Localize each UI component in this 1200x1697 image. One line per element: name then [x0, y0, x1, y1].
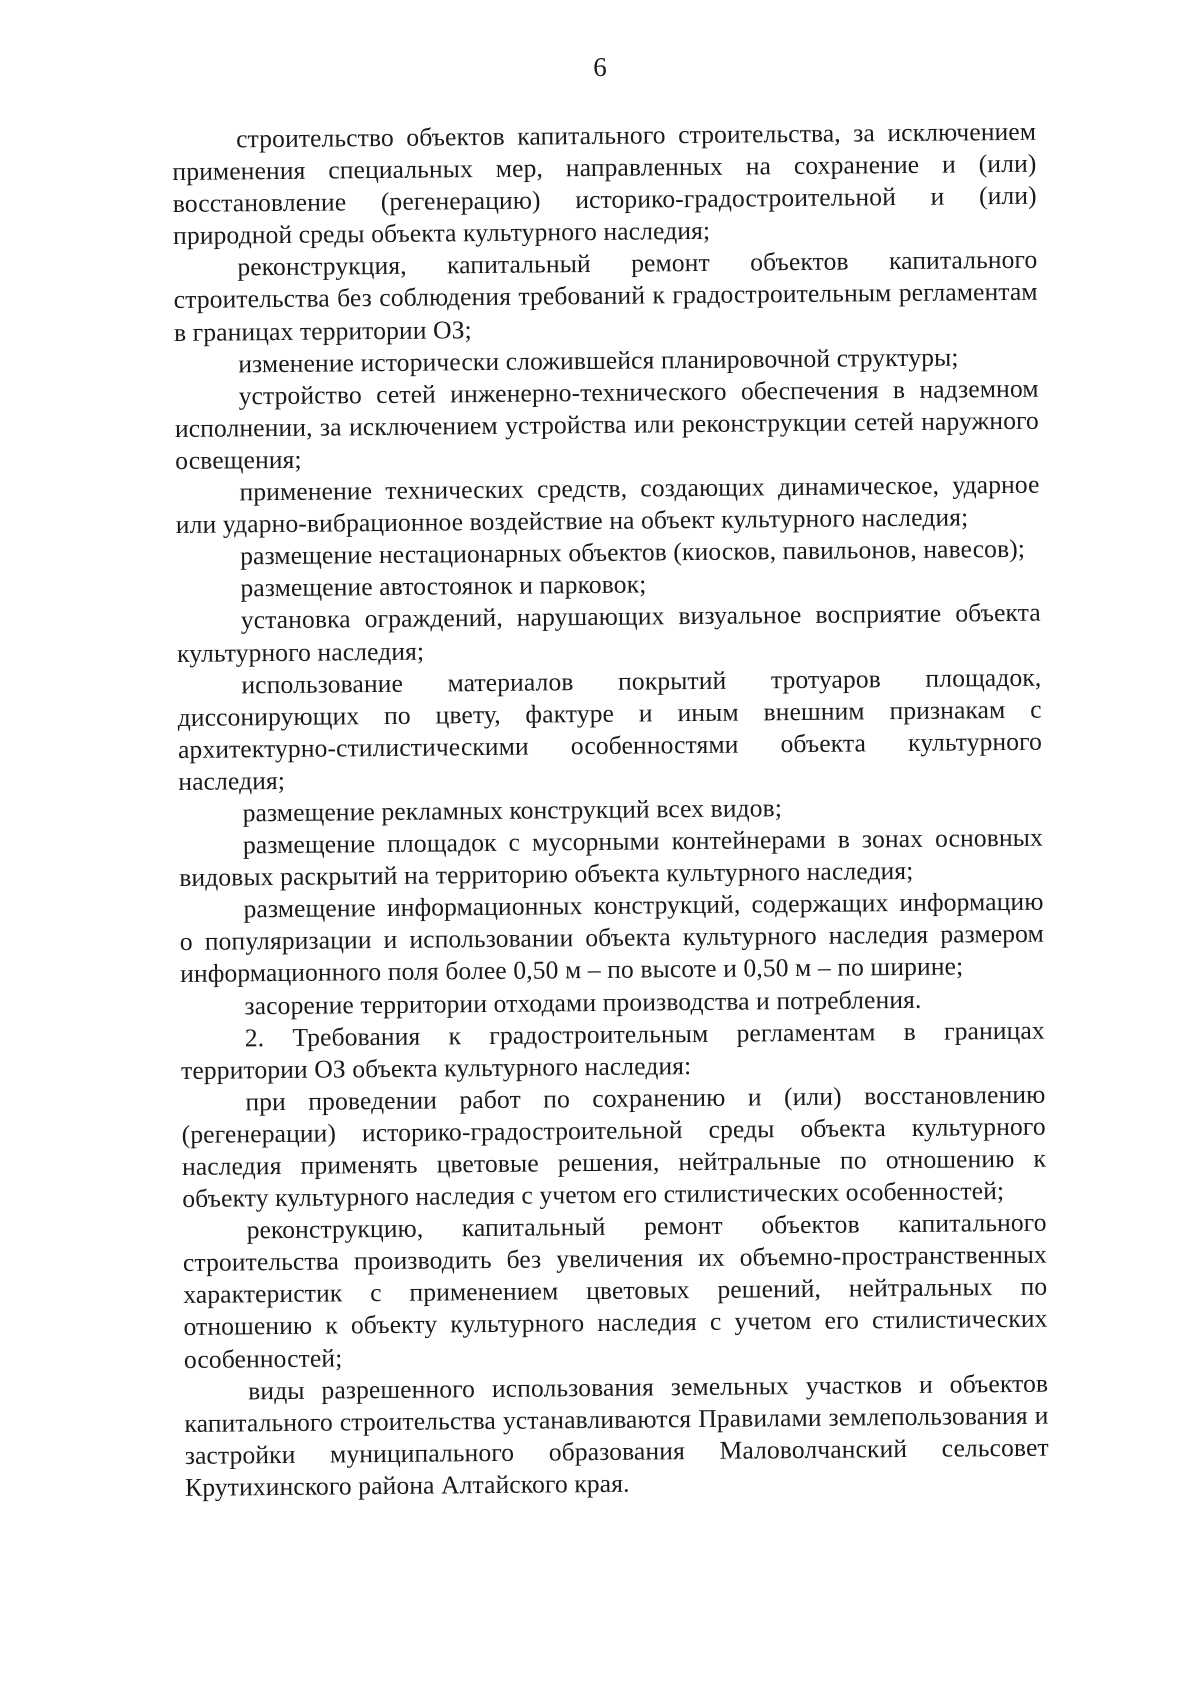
paragraph: размещение рекламных конструкций всех видов;: [242, 793, 783, 828]
paragraph: реконструкция, капитальный ремонт объектов капитального строительства без соблюдения требований к градостроительным регламентам в границах территории ОЗ;: [173, 245, 1038, 347]
paragraph: строительство объектов капитального строительства, за исключением применения специальных мер, направленных на сохранение и (или) восстановление (регенерацию) историко-градостроительной и (или) природной среды объекта культурного наследия;: [172, 116, 1037, 251]
paragraph: использование материалов покрытий тротуаров площадок, диссонирующих по цвету, фактуре и иным внешним признакам с архитектурно-стилистическими особенностями объекта культурного наследия;: [177, 662, 1043, 796]
paragraph: при проведении работ по сохранению и (или) восстановлению (регенерации) историко-градостроительной среды объекта культурного наследия применять цветовые решения, нейтральные по отношению к объекту культурного наследия с учетом его стилистических особенностей;: [181, 1079, 1047, 1214]
paragraph: реконструкцию, капитальный ремонт объектов капитального строительства производить без увеличения их объемно-пространственных характеристик с применением цветовых решений, нейтральных по отношению к объекту культурного наследия с учетом его стилистических особенностей;: [182, 1207, 1048, 1374]
paragraph: размещение автостоянок и парковок;: [240, 569, 647, 603]
section-heading-paragraph: 2. Требования к градостроительным регламентам в границах территории ОЗ объекта культурного наследия:: [180, 1015, 1045, 1085]
paragraph: размещение информационных конструкций, содержащих информацию о популяризации и использовании объекта культурного наследия размером информационного поля более 0,50 м – по высоте и 0,50 м – по ширине;: [179, 886, 1044, 989]
paragraph: размещение нестационарных объектов (киосков, павильонов, навесов);: [240, 534, 1026, 571]
paragraph: размещение площадок с мусорными контейнерами в зонах основных видовых раскрытий на территорию объекта культурного наследия;: [179, 822, 1044, 893]
paragraph: применение технических средств, создающих динамическое, ударное или ударно-вибрационное воздействие на объект культурного наследия;: [175, 469, 1040, 540]
paragraph: устройство сетей инженерно-технического обеспечения в надземном исполнении, за исключением устройства или реконструкции сетей наружного освещения;: [174, 373, 1040, 475]
page-number: 6: [593, 52, 607, 82]
paragraph: засорение территории отходами производства и потребления.: [244, 984, 922, 1020]
paragraph: виды разрешенного использования земельных участков и объектов капитального строительства устанавливаются Правилами землепользования и застройки муниципального образования Маловолчанский сельсовет Крутихинского района Алтайского края.: [184, 1368, 1049, 1502]
document-body: [172, 116, 1049, 1504]
paragraph: изменение исторически сложившейся планировочной структуры;: [238, 342, 959, 379]
paragraph: установка ограждений, нарушающих визуальное восприятие объекта культурного наследия;: [176, 598, 1041, 668]
